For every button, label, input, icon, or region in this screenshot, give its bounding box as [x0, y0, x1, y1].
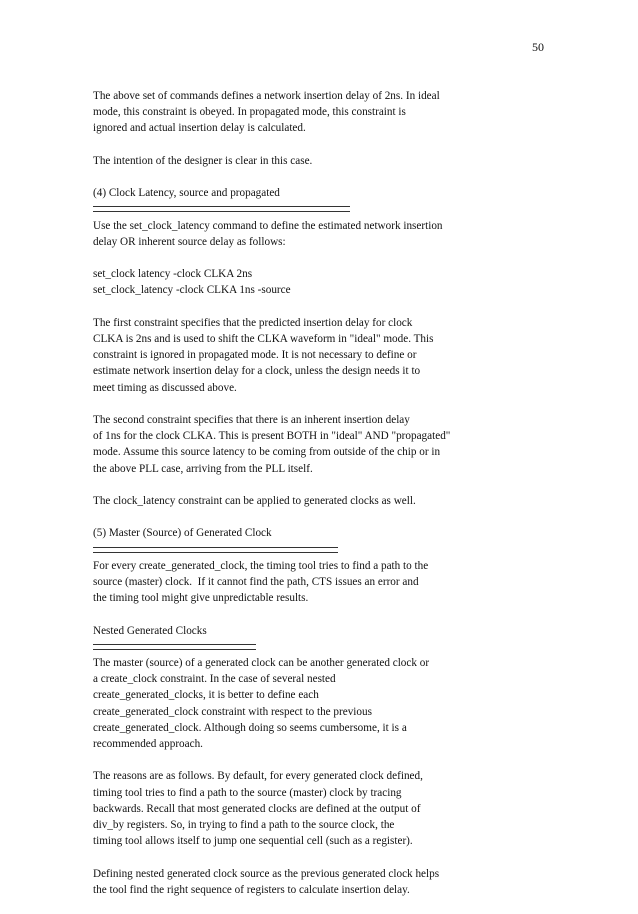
- paragraph: [93, 768, 563, 849]
- command-line: set_clock latency -clock CLKA 2ns: [93, 268, 253, 281]
- text-line: delay OR inherent source delay as follows:: [93, 235, 286, 248]
- section-clock-latency: [93, 185, 563, 250]
- text-line: the above PLL case, arriving from the PLL itself.: [93, 462, 313, 475]
- command-example: [93, 266, 563, 298]
- section-heading: Nested Generated Clocks: [93, 624, 207, 637]
- text-line: recommended approach.: [93, 737, 203, 750]
- text-line: The reasons are as follows. By default, for every generated clock defined,: [93, 770, 423, 783]
- paragraph: [93, 153, 563, 169]
- text-line: The master (source) of a generated clock can be another generated clock or: [93, 656, 430, 669]
- text-line: The first constraint specifies that the predicted insertion delay for clock: [93, 316, 413, 329]
- command-line: set_clock_latency -clock CLKA 1ns -source: [93, 284, 291, 297]
- paragraph: [93, 315, 563, 396]
- text-line: the timing tool might give unpredictable results.: [93, 592, 309, 605]
- text-line: mode. Assume this source latency to be coming from outside of the chip or in: [93, 446, 441, 459]
- text-line: Defining nested generated clock source as the previous generated clock helps: [93, 867, 440, 880]
- document-body: [93, 88, 563, 914]
- paragraph: [93, 88, 563, 137]
- text-line: The second constraint specifies that there is an inherent insertion delay: [93, 413, 410, 426]
- text-line: Use the set_clock_latency command to define the estimated network insertion: [93, 219, 443, 232]
- text-line: create_generated_clock. Although doing so seems cumbersome, it is a: [93, 721, 407, 734]
- text-line: For every create_generated_clock, the timing tool tries to find a path to the: [93, 559, 429, 572]
- section-heading: (4) Clock Latency, source and propagated: [93, 187, 280, 200]
- text-line: constraint is ignored in propagated mode. It is not necessary to define or: [93, 349, 417, 362]
- text-line: estimate network insertion delay for a clock, unless the design needs it to: [93, 365, 421, 378]
- text-line: of 1ns for the clock CLKA. This is present BOTH in "ideal" AND "propagated": [93, 430, 451, 443]
- heading-underline-rule: [93, 201, 563, 217]
- text-line: timing tool tries to find a path to the source (master) clock by tracing: [93, 786, 402, 799]
- text-line: CLKA is 2ns and is used to shift the CLKA waveform in "ideal" mode. This: [93, 332, 434, 345]
- text-line: The intention of the designer is clear in this case.: [93, 154, 313, 167]
- text-line: ignored and actual insertion delay is calculated.: [93, 122, 306, 135]
- paragraph: [93, 412, 563, 477]
- text-line: timing tool allows itself to jump one sequential cell (such as a register).: [93, 835, 413, 848]
- text-line: the tool find the right sequence of registers to calculate insertion delay.: [93, 883, 410, 896]
- text-line: mode, this constraint is obeyed. In propagated mode, this constraint is: [93, 106, 406, 119]
- text-line: create_generated_clock constraint with respect to the previous: [93, 705, 372, 718]
- text-line: source (master) clock. If it cannot find the path, CTS issues an error and: [93, 575, 419, 588]
- section-heading: (5) Master (Source) of Generated Clock: [93, 527, 272, 540]
- page-number: 50: [532, 40, 544, 54]
- text-line: create_generated_clocks, it is better to define each: [93, 689, 319, 702]
- heading-underline-rule: [93, 639, 563, 655]
- paragraph: [93, 866, 563, 898]
- heading-underline-rule: [93, 542, 563, 558]
- text-line: a create_clock constraint. In the case of several nested: [93, 673, 336, 686]
- text-line: backwards. Recall that most generated clocks are defined at the output of: [93, 802, 421, 815]
- paragraph: [93, 493, 563, 509]
- section-nested-generated-clocks: [93, 623, 563, 753]
- text-line: The clock_latency constraint can be applied to generated clocks as well.: [93, 494, 416, 507]
- text-line: The above set of commands defines a network insertion delay of 2ns. In ideal: [93, 90, 440, 102]
- text-line: meet timing as discussed above.: [93, 381, 237, 394]
- text-line: div_by registers. So, in trying to find a path to the source clock, the: [93, 818, 395, 831]
- section-generated-clock-master: [93, 525, 563, 606]
